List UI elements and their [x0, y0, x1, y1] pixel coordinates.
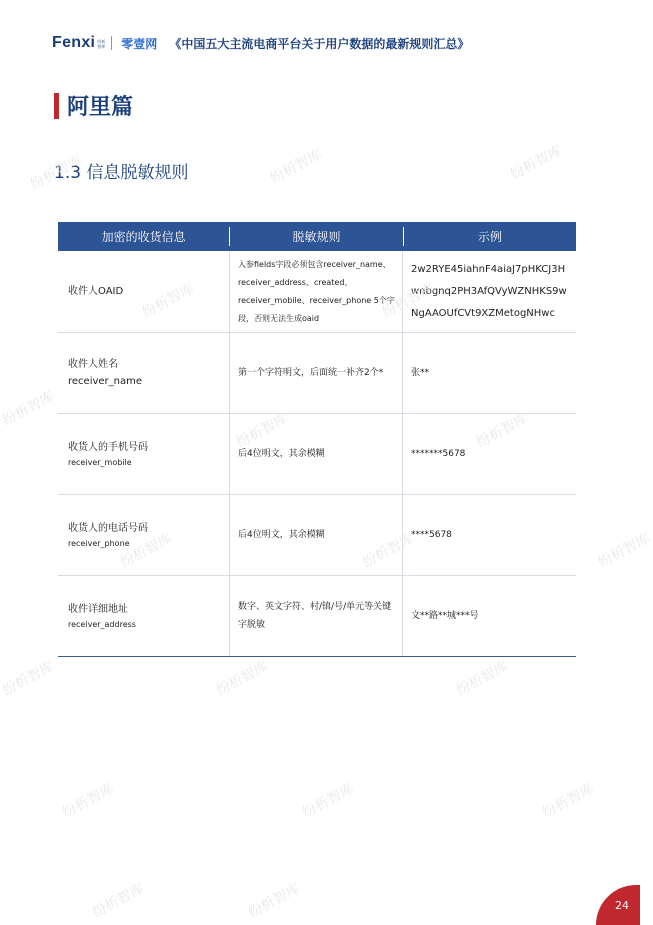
- header-cell-field: 加密的收货信息: [58, 227, 230, 246]
- table-row: [58, 251, 576, 333]
- example-text: 张**: [411, 368, 430, 378]
- watermark: 纷析智库: [139, 280, 197, 322]
- watermark: 纷析智库: [89, 880, 147, 922]
- watermark: 纷析智库: [0, 658, 57, 700]
- example-text: 2w2RYE45iahnF4aiaJ7pHKCJ3Hwnbgnq2PH3AfQVyWZNHKS9wNgAAOUfCVt9XZMetogNHwc: [411, 263, 567, 319]
- watermark: 纷析智库: [299, 780, 357, 822]
- section-heading: [54, 90, 133, 121]
- watermark: 纷析智库: [245, 880, 303, 922]
- masking-rules-table: [58, 222, 576, 657]
- report-title: 《中国五大主流电商平台关于用户数据的最新规则汇总》: [169, 36, 470, 51]
- field-name: 收件人姓名: [68, 359, 118, 370]
- watermark: 纷析智库: [473, 410, 531, 452]
- watermark: 纷析智库: [267, 146, 325, 188]
- field-cell: [58, 251, 230, 332]
- section-accent-bar: [54, 93, 59, 119]
- field-cell: [58, 576, 230, 656]
- subsection-title: 1.3 信息脱敏规则: [54, 163, 189, 183]
- field-cell: [58, 333, 230, 413]
- field-key: receiver_name: [68, 376, 143, 387]
- table-row: [58, 576, 576, 656]
- watermark: 纷析智库: [507, 142, 565, 184]
- watermark: 纷析智库: [595, 530, 653, 572]
- field-key: receiver_address: [68, 620, 136, 629]
- rule-cell: [230, 251, 403, 332]
- page-number: 24: [596, 885, 640, 925]
- rule-cell: [230, 495, 403, 575]
- rule-text: 入参fields字段必须包含receiver_name、receiver_address、created、receiver_mobile、receiver_phone 5个字段，否则无法生成oaid: [238, 259, 395, 323]
- watermark: 纷析智库: [0, 388, 57, 430]
- watermark: 纷析智库: [539, 780, 597, 822]
- rule-cell: [230, 576, 403, 656]
- rule-text: 后4位明文，其余模糊: [238, 530, 325, 540]
- example-cell: [403, 495, 576, 575]
- header-cell-example: 示例: [477, 230, 502, 244]
- table-header: [58, 222, 576, 251]
- header-divider: [111, 36, 112, 50]
- watermark: 纷析智库: [117, 530, 175, 572]
- field-cell: [58, 495, 230, 575]
- header-cell-rule: 脱敏规则: [230, 227, 403, 246]
- rule-cell: [230, 333, 403, 413]
- watermark: 纷析智库: [233, 410, 291, 452]
- watermark: 纷析智库: [27, 152, 85, 194]
- example-text: 文**路**城***号: [411, 611, 479, 621]
- watermark: 纷析智库: [59, 780, 117, 822]
- logo: Fenxi: [52, 34, 96, 51]
- field-name: 收货人的电话号码: [68, 523, 148, 534]
- rule-text: 数字、英文字符、村/镇/号/单元等关键字脱敏: [238, 602, 392, 630]
- field-name: 收件人OAID: [68, 286, 124, 297]
- rule-text: 第一个字符明文，后面统一补齐2个*: [238, 368, 384, 378]
- table-row: [58, 414, 576, 495]
- watermark: 纷析智库: [453, 658, 511, 700]
- page-header: [52, 30, 469, 56]
- field-key: receiver_phone: [68, 539, 130, 548]
- example-cell: [403, 251, 576, 332]
- example-cell: [403, 414, 576, 494]
- watermark: 纷析智库: [213, 658, 271, 700]
- field-key: receiver_mobile: [68, 458, 132, 467]
- example-text: *******5678: [411, 449, 466, 459]
- example-cell: [403, 333, 576, 413]
- section-title: 阿里篇: [67, 95, 134, 120]
- table-row: [58, 495, 576, 576]
- field-name: 收货人的手机号码: [68, 442, 148, 453]
- example-text: ****5678: [411, 530, 452, 540]
- rule-cell: [230, 414, 403, 494]
- rule-text: 后4位明文，其余模糊: [238, 449, 325, 459]
- table-row: [58, 333, 576, 414]
- brand-name: 零壹网: [121, 36, 158, 51]
- example-cell: [403, 576, 576, 656]
- logo-subtext: 纷析 智库: [97, 39, 106, 49]
- watermark: 纷析智库: [379, 280, 437, 322]
- field-name: 收件详细地址: [68, 604, 128, 615]
- watermark: 纷析智库: [359, 530, 417, 572]
- field-cell: [58, 414, 230, 494]
